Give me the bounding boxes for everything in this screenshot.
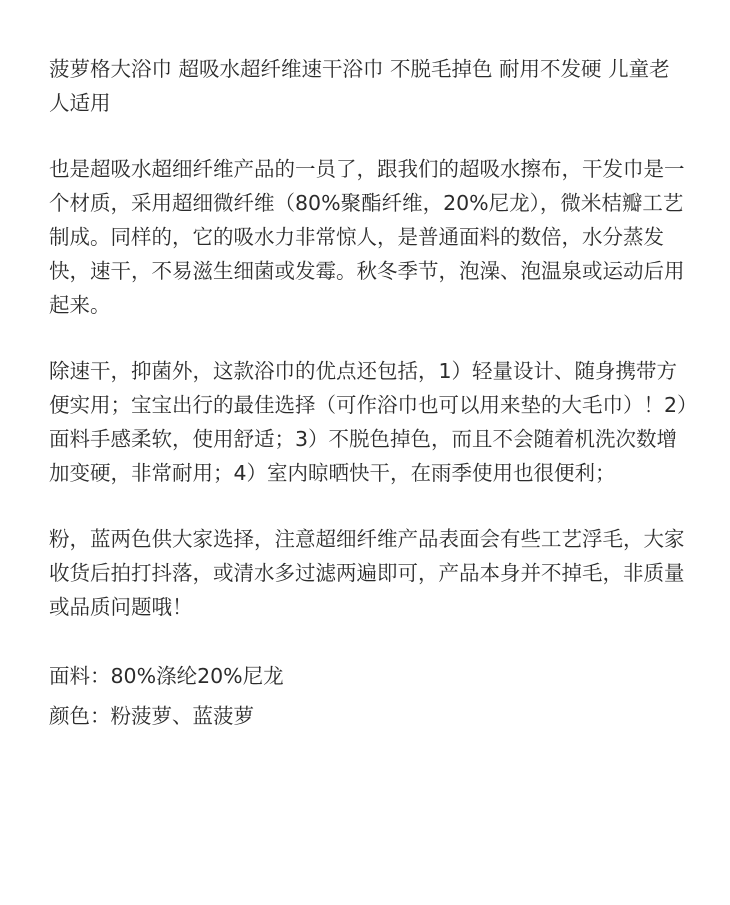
paragraph-color-notice: 粉，蓝两色供大家选择，注意超细纤维产品表面会有些工艺浮毛，大家收货后拍打抖落，或清水多过滤两遍即可，产品本身并不掉毛，非质量或品质问题哦！ (49, 527, 685, 619)
product-title: 菠萝格大浴巾 超吸水超纤维速干浴巾 不脱毛掉色 耐用不发硬 儿童老人适用 (49, 57, 670, 115)
spec-colors: 颜色：粉菠萝、蓝菠萝 (49, 704, 254, 728)
paragraph-material-intro: 也是超吸水超细纤维产品的一员了，跟我们的超吸水擦布，干发巾是一个材质，采用超细微纤维（80%聚酯纤维，20%尼龙），微米桔瓣工艺制成。同样的，它的吸水力非常惊人，是普通面料的数倍，水分蒸发快，速干，不易滋生细菌或发霉。秋冬季节，泡澡、泡温泉或运动后用起来。 (49, 157, 685, 317)
spec-material: 面料：80%涤纶20%尼龙 (49, 664, 284, 688)
spec-list (49, 656, 689, 736)
paragraph-advantages: 除速干，抑菌外，这款浴巾的优点还包括，1）轻量设计、随身携带方便实用；宝宝出行的最佳选择（可作浴巾也可以用来垫的大毛巾）！2）面料手感柔软，使用舒适；3）不脱色掉色，而且不会随着机洗次数增加变硬，非常耐用；4）室内晾晒快干，在雨季使用也很便利； (49, 359, 688, 485)
product-description (49, 52, 689, 736)
